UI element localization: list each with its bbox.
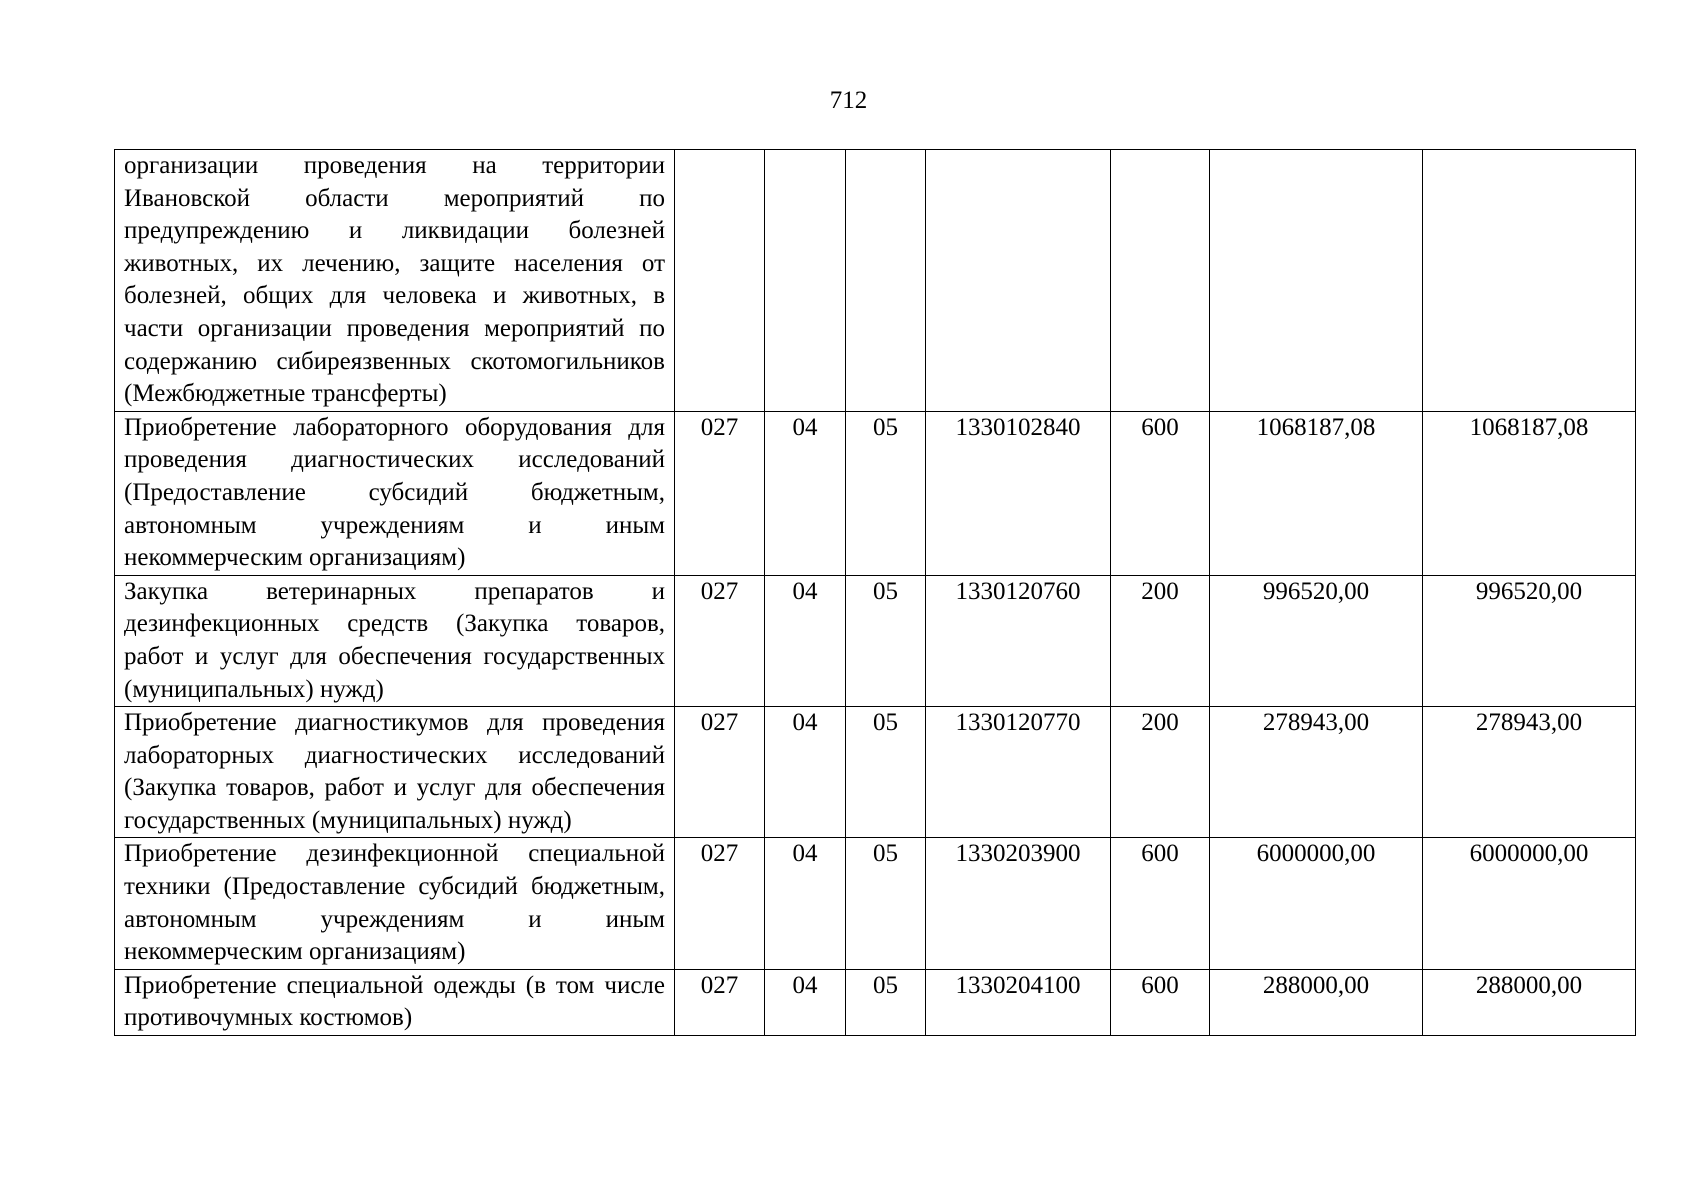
target-article-cell: 1330102840 — [926, 411, 1111, 575]
amount-1-cell: 278943,00 — [1210, 707, 1423, 838]
target-article-cell: 1330120770 — [926, 707, 1111, 838]
amount-2-cell: 1068187,08 — [1423, 411, 1636, 575]
expense-type-cell: 200 — [1111, 575, 1210, 706]
table-row — [115, 707, 1636, 838]
subsection-code-cell: 05 — [846, 411, 926, 575]
ministry-code-cell: 027 — [675, 707, 765, 838]
section-code-cell: 04 — [765, 411, 846, 575]
section-code-cell: 04 — [765, 838, 846, 969]
amount-2-cell — [1423, 150, 1636, 412]
section-code-cell: 04 — [765, 969, 846, 1035]
table-row — [115, 150, 1636, 412]
row-name-cell — [115, 969, 675, 1035]
amount-2-cell: 6000000,00 — [1423, 838, 1636, 969]
target-article-cell — [926, 150, 1111, 412]
expense-type-cell: 600 — [1111, 411, 1210, 575]
row-name-text: Приобретение специальной одежды (в том числе противочумных костюмов) — [124, 971, 665, 1032]
amount-1-cell — [1210, 150, 1423, 412]
target-article-cell: 1330203900 — [926, 838, 1111, 969]
subsection-code-cell: 05 — [846, 838, 926, 969]
table-row — [115, 969, 1636, 1035]
ministry-code-cell: 027 — [675, 575, 765, 706]
section-code-cell: 04 — [765, 575, 846, 706]
row-name-cell: Приобретение дезинфекционной специальной техники (Предоставление субсидий бюджетным, автономным учреждениям и иным некоммерческим организациям) — [115, 838, 675, 969]
amount-1-cell: 288000,00 — [1210, 969, 1423, 1035]
subsection-code-cell: 05 — [846, 969, 926, 1035]
amount-1-cell: 996520,00 — [1210, 575, 1423, 706]
subsection-code-cell — [846, 150, 926, 412]
amount-2-cell: 288000,00 — [1423, 969, 1636, 1035]
row-name-cell: организации проведения на территории Ивановской области мероприятий по предупреждению и ликвидации болезней животных, их лечению, защите населения от болезней, общих для человека и животных, в части организации проведения мероприятий по содержанию сибиреязвенных скотомогильников (Межбюджетные трансферты) — [115, 150, 675, 412]
expense-type-cell: 600 — [1111, 969, 1210, 1035]
subsection-code-cell: 05 — [846, 707, 926, 838]
expense-type-cell: 600 — [1111, 838, 1210, 969]
amount-2-cell: 996520,00 — [1423, 575, 1636, 706]
ministry-code-cell: 027 — [675, 969, 765, 1035]
section-code-cell: 04 — [765, 707, 846, 838]
row-name-cell: Приобретение диагностикумов для проведения лабораторных диагностических исследований (Закупка товаров, работ и услуг для обеспечения государственных (муниципальных) нужд) — [115, 707, 675, 838]
page-number: 712 — [829, 87, 868, 114]
amount-1-cell: 6000000,00 — [1210, 838, 1423, 969]
subsection-code-cell: 05 — [846, 575, 926, 706]
row-name-cell: Приобретение лабораторного оборудования для проведения диагностических исследований (Предоставление субсидий бюджетным, автономным учреждениям и иным некоммерческим организациям) — [115, 411, 675, 575]
budget-table — [114, 149, 1636, 1036]
amount-2-cell: 278943,00 — [1423, 707, 1636, 838]
row-name-cell: Закупка ветеринарных препаратов и дезинфекционных средств (Закупка товаров, работ и услуг для обеспечения государственных (муниципальных) нужд) — [115, 575, 675, 706]
ministry-code-cell: 027 — [675, 838, 765, 969]
expense-type-cell — [1111, 150, 1210, 412]
table-row — [115, 411, 1636, 575]
amount-1-cell: 1068187,08 — [1210, 411, 1423, 575]
expense-type-cell: 200 — [1111, 707, 1210, 838]
target-article-cell: 1330204100 — [926, 969, 1111, 1035]
table-row — [115, 838, 1636, 969]
section-code-cell — [765, 150, 846, 412]
ministry-code-cell — [675, 150, 765, 412]
table-row — [115, 575, 1636, 706]
ministry-code-cell: 027 — [675, 411, 765, 575]
target-article-cell: 1330120760 — [926, 575, 1111, 706]
